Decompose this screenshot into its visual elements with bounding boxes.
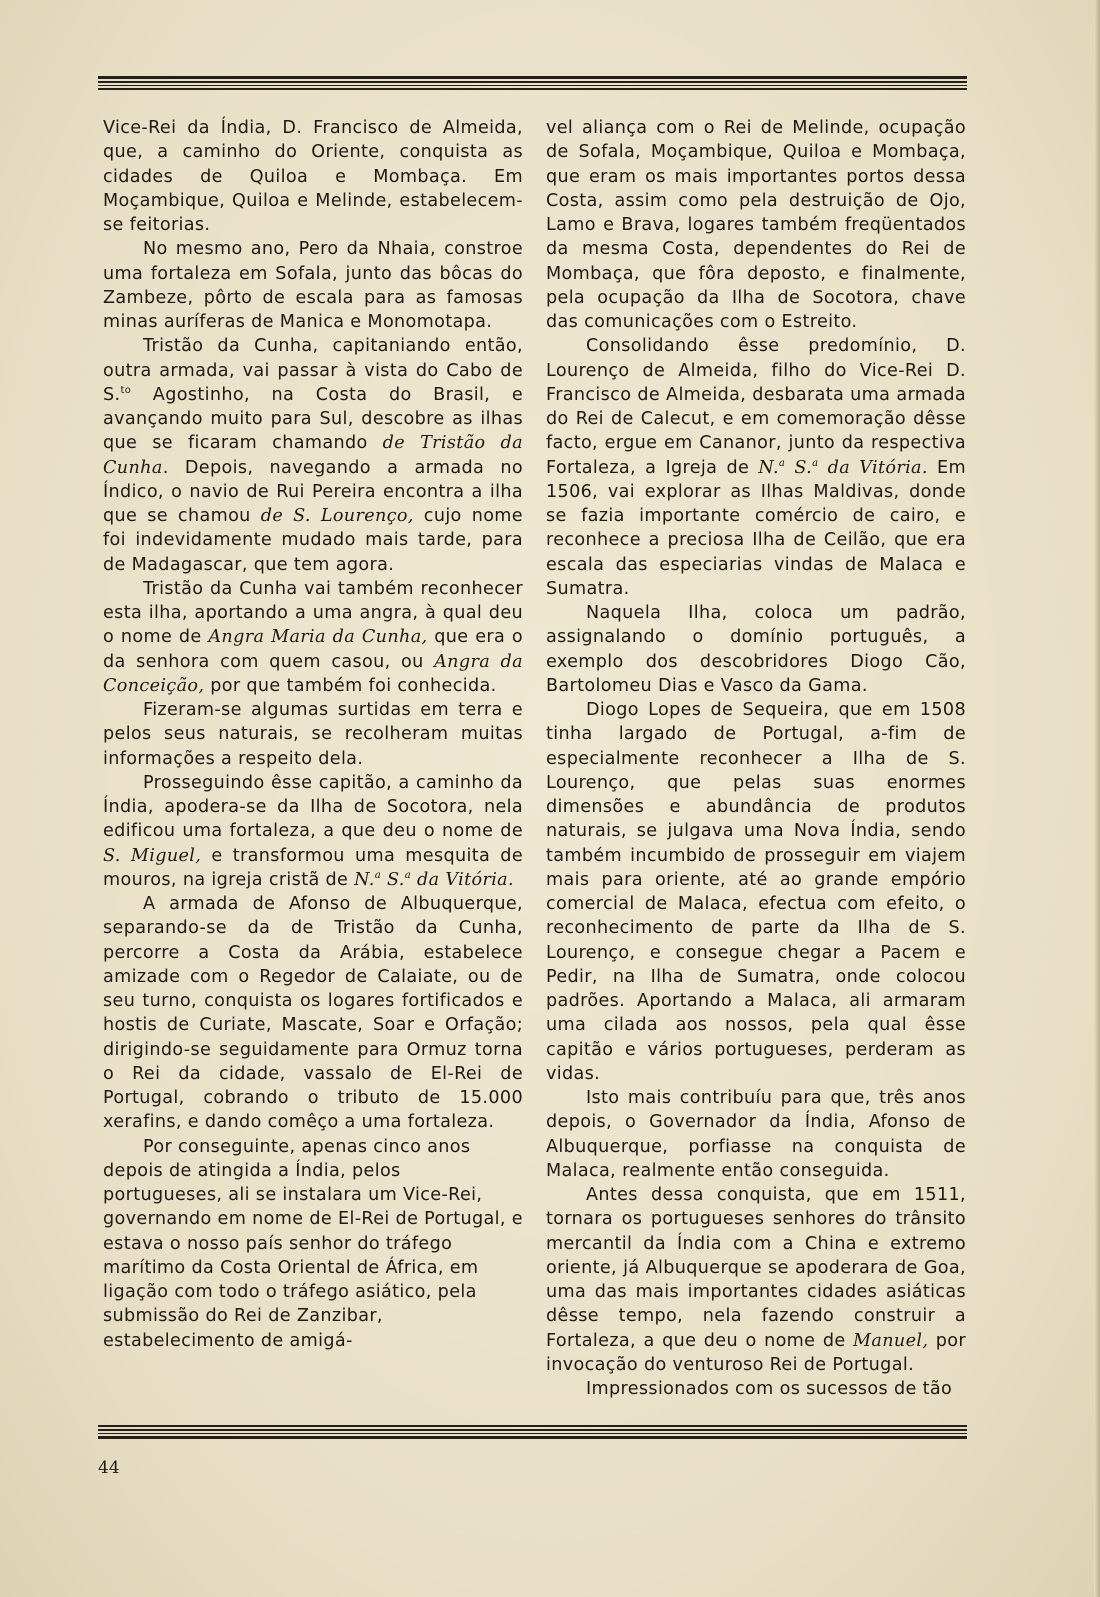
left-column bbox=[103, 116, 523, 1353]
paragraph: vel aliança com o Rei de Melinde, ocupação de Sofala, Moçambique, Quiloa e Mombaça, que eram os mais importantes portos dessa Costa, assim como pela destruição de Ojo, Lamo e Brava, logares também freqüentados da mesma Costa, dependentes do Rei de Mombaça, que fôra deposto, e finalmente, pela ocupação da Ilha de Socotora, chave das comunicações com o Estreito. bbox=[546, 118, 966, 332]
bottom-rule bbox=[98, 1425, 967, 1441]
top-rule bbox=[98, 76, 967, 92]
page-edge bbox=[1094, 0, 1100, 1597]
paragraph: Vice-Rei da Índia, D. Francisco de Almeida, que, a caminho do Oriente, conquista as cidades de Quiloa e Mombaça. Em Moçambique, Quiloa e Melinde, estabelecem-se feitorias. bbox=[103, 118, 523, 235]
paragraph: Impressionados com os sucessos de tão bbox=[586, 1379, 953, 1399]
paragraph: Antes dessa conquista, que em 1511, tornara os portugueses senhores do trânsito mercantil da Índia com a China e extremo oriente, já Albuquerque se apoderara de Goa, uma das mais importantes cidades asiáticas dêsse tempo, nela fazendo construir a Fortaleza, a que deu o nome de Manuel, por invocação do venturoso Rei de Portugal. bbox=[546, 1185, 966, 1375]
paragraph: Naquela Ilha, coloca um padrão, assignalando o domínio português, a exemplo dos descobridores Diogo Cão, Bartolomeu Dias e Vasco da Gama. bbox=[546, 603, 966, 696]
page-number: 44 bbox=[98, 1458, 120, 1478]
paragraph: Tristão da Cunha vai também reconhecer esta ilha, aportando a uma angra, à qual deu o nome de Angra Maria da Cunha, que era o da senhora com quem casou, ou Angra da Conceição, por que também foi conhecida. bbox=[103, 578, 523, 696]
paragraph: Isto mais contribuíu para que, três anos depois, o Governador da Índia, Afonso de Albuquerque, porfiasse na conquista de Malaca, realmente então conseguida. bbox=[546, 1088, 966, 1181]
paragraph: Fizeram-se algumas surtidas em terra e pelos seus naturais, se recolheram muitas informações a respeito dela. bbox=[103, 700, 523, 769]
paragraph: No mesmo ano, Pero da Nhaia, constroe uma fortaleza em Sofala, junto das bôcas do Zambeze, pôrto de escala para as famosas minas auríferas de Manica e Monomotapa. bbox=[103, 239, 523, 332]
paragraph: A armada de Afonso de Albuquerque, separando-se da de Tristão da Cunha, percorre a Costa da Arábia, estabelece amizade com o Regedor de Calaiate, ou de seu turno, conquista os logares fortificados e hostis de Curiate, Mascate, Soar e Orfação; dirigindo-se seguidamente para Ormuz torna o Rei da cidade, vassalo de El-Rei de Portugal, cobrando o tributo de 15.000 xerafins, e dando comêço a uma fortaleza. bbox=[103, 894, 523, 1133]
paragraph: Consolidando êsse predomínio, D. Lourenço de Almeida, filho do Vice-Rei D. Francisco de Almeida, desbarata uma armada do Rei de Calecut, e em comemoração dêsse facto, ergue em Cananor, junto da respectiva Fortaleza, a Igreja de N.$^a$ S.$^a$ da Vitória. Em 1506, vai explorar as Ilhas Maldivas, donde se fazia importante comércio de cairo, e reconhece a preciosa Ilha de Ceilão, que era escala das especiarias vindas de Malaca e Sumatra. bbox=[546, 336, 966, 599]
paragraph: Por conseguinte, apenas cinco anos depois de atingida a Índia, pelos portugueses, ali se instalara um Vice-Rei, governando em nome de El-Rei de Portugal, e estava o nosso país senhor do tráfego marítimo da Costa Oriental de África, em ligação com todo o tráfego asiático, pela submissão do Rei de Zanzibar, estabelecimento de amigá- bbox=[103, 1136, 523, 1351]
paragraph: Prosseguindo êsse capitão, a caminho da Índia, apodera-se da Ilha de Socotora, nela edificou uma fortaleza, a que deu o nome de S. Miguel, e transformou uma mesquita de mouros, na igreja cristã de N.$^a$ S.$^a$ da Vitória. bbox=[103, 772, 524, 890]
right-column bbox=[546, 116, 966, 1401]
paragraph: Tristão da Cunha, capitaniando então, outra armada, vai passar à vista do Cabo de S.$^{to}$ Agostinho, na Costa do Brasil, e avançando muito para Sul, descobre as ilhas que se ficaram chamando de Tristão da Cunha. Depois, navegando a armada no Índico, o navio de Rui Pereira encontra a ilha que se chamou de S. Lourenço, cujo nome foi indevidamente mudado mais tarde, para de Madagascar, que tem agora. bbox=[103, 336, 523, 575]
paragraph: Diogo Lopes de Sequeira, que em 1508 tinha largado de Portugal, a-fim de especialmente reconhecer a Ilha de S. Lourenço, que pelas suas enormes dimensões e abundância de produtos naturais, se julgava uma Nova Índia, sendo também incumbido de prosseguir em viajem mais para oriente, até ao grande empório comercial de Malaca, efectua com efeito, o reconhecimento de parte da Ilha de S. Lourenço, e consegue chegar a Pacem e Pedir, na Ilha de Sumatra, onde colocou padrões. Aportando a Malaca, ali armaram uma cilada aos nossos, pela qual êsse capitão e vários portugueses, perderam as vidas. bbox=[546, 700, 966, 1084]
